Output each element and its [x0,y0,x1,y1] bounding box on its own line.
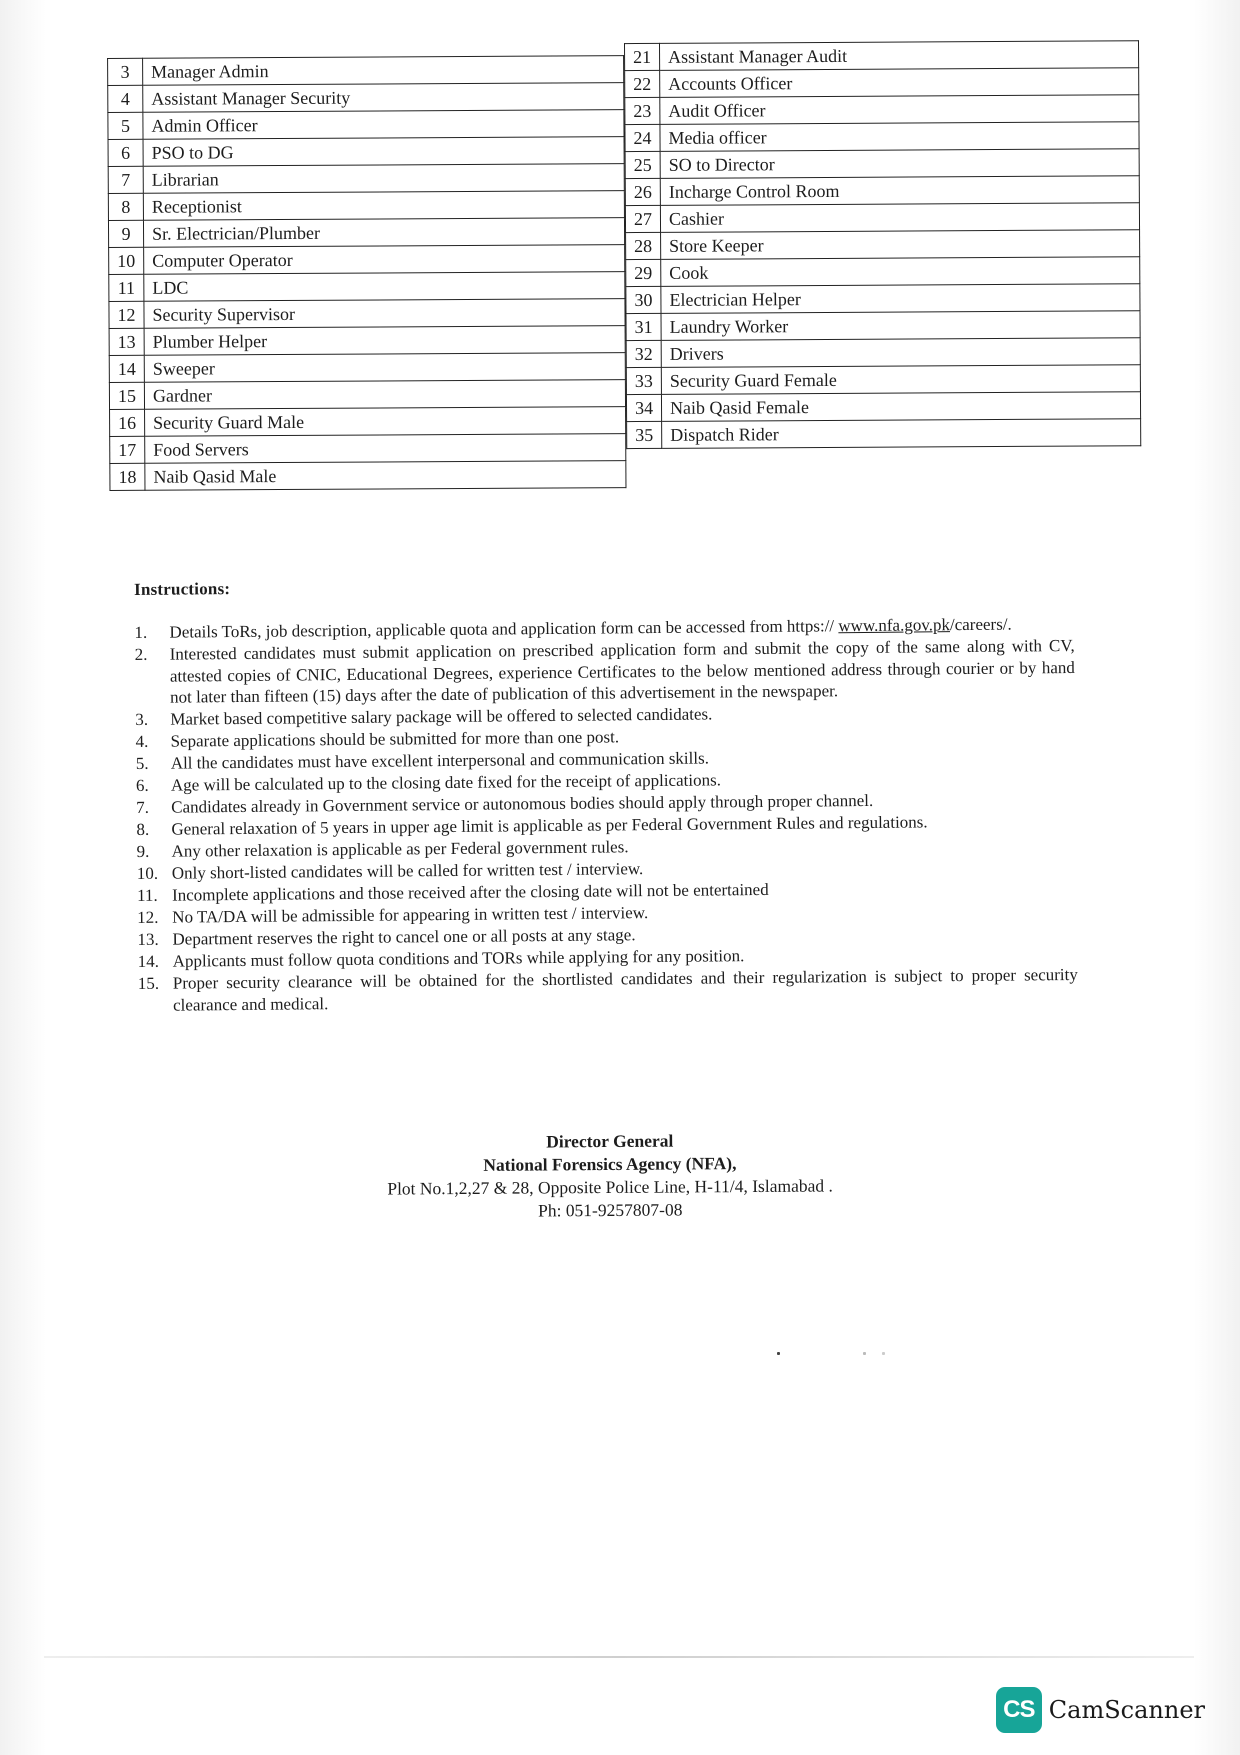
instruction-number: 3. [135,709,149,729]
post-title: Cashier [660,203,1139,233]
scan-speck [777,1352,780,1355]
post-number: 10 [109,247,144,274]
instruction-text: Separate applications should be submitted for more than one post. [170,727,620,751]
instruction-number: 7. [136,797,150,817]
instruction-text: Candidates already in Government service or autonomous bodies should apply through proper channel. [171,790,874,817]
instruction-text: General relaxation of 5 years in upper age limit is applicable as per Federal Government Rules and regulations. [171,812,928,839]
camscanner-logo-icon: CS [996,1687,1042,1733]
agency-phone: Ph: 051-9257807-08 [537,1199,683,1221]
table-row [108,164,624,194]
post-title: Computer Operator [144,245,625,275]
post-number: 15 [109,382,144,409]
post-title: Naib Qasid Male [145,461,626,491]
scan-speck [882,1352,885,1355]
careers-link[interactable]: www.nfa.gov.pk [838,615,951,636]
table-row [108,83,624,113]
post-number: 4 [108,85,143,112]
post-title: Incharge Control Room [660,176,1139,206]
post-title: Cook [661,257,1140,287]
post-number: 35 [627,421,662,448]
post-title: Store Keeper [661,230,1140,260]
post-title: Security Guard Female [661,365,1140,395]
post-number: 29 [626,259,661,286]
post-number: 17 [110,436,145,463]
instruction-text: Only short-listed candidates will be called for written test / interview. [171,859,644,883]
signatory-title: Director General [546,1130,674,1152]
instruction-item [138,964,1078,1016]
instruction-text: Applicants must follow quota conditions and TORs while applying for any position. [172,946,745,971]
table-row [110,407,626,437]
post-number: 16 [110,409,145,436]
instruction-text: Age will be calculated up to the closing date fixed for the receipt of applications. [170,770,721,795]
signature-block [330,1128,891,1224]
post-title: Media officer [660,122,1139,152]
instruction-number: 14. [137,951,160,971]
scan-edge-left [0,0,46,1755]
table-row [108,218,624,248]
table-row [626,284,1140,314]
instruction-number: 1. [134,622,148,642]
post-number: 14 [109,355,144,382]
post-title: Assistant Manager Audit [659,41,1138,71]
agency-name: National Forensics Agency (NFA), [483,1153,737,1175]
camscanner-text: CamScanner [1048,1696,1205,1724]
table-row [625,95,1139,125]
post-number: 21 [624,43,659,70]
post-number: 34 [626,394,661,421]
post-title: Assistant Manager Security [143,83,624,113]
post-number: 28 [626,232,661,259]
post-number: 31 [626,313,661,340]
table-row [108,191,624,221]
post-title: Gardner [144,380,625,410]
table-row [624,41,1138,71]
table-row [625,176,1139,206]
table-row [109,299,625,329]
post-number: 13 [109,328,144,355]
table-row [109,245,625,275]
post-title: Audit Officer [660,95,1139,125]
table-row [625,122,1139,152]
post-title: Electrician Helper [661,284,1140,314]
post-number: 25 [625,151,660,178]
post-title: Naib Qasid Female [661,392,1140,422]
instruction-text: Any other relaxation is applicable as per Federal government rules. [171,837,629,861]
post-number: 12 [109,301,144,328]
instruction-text: No TA/DA will be admissible for appearing in written test / interview. [172,903,649,927]
table-row [108,137,624,167]
post-number: 30 [626,286,661,313]
instruction-number: 9. [136,841,150,861]
instruction-number: 8. [136,819,150,839]
table-row [109,272,625,302]
instruction-text: Department reserves the right to cancel one or all posts at any stage. [172,925,636,949]
instruction-text: Incomplete applications and those received after the closing date will not be entertained [171,879,769,905]
table-row [626,311,1140,341]
post-number: 26 [625,178,660,205]
instruction-text: All the candidates must have excellent interpersonal and communication skills. [170,748,710,773]
table-row [626,338,1140,368]
scan-speck [863,1352,866,1355]
post-number: 22 [625,70,660,97]
table-row [625,68,1139,98]
post-title: Security Guard Male [145,407,626,437]
post-title: Admin Officer [143,110,624,140]
agency-address: Plot No.1,2,27 & 28, Opposite Police Line, H-11/4, Islamabad . [387,1175,833,1199]
table-row [109,326,625,356]
post-title: Dispatch Rider [662,419,1141,449]
instruction-text: Details ToRs, job description, applicable quota and application form can be accessed from https:// www.nfa.gov.pk/careers/. [169,614,1012,642]
post-number: 24 [625,124,660,151]
table-row [110,461,626,491]
post-title: Sweeper [144,353,625,383]
instruction-number: 4. [135,731,149,751]
table-row [110,434,626,464]
instruction-text: Interested candidates must submit application on prescribed application form and submit the copy of the same along with CV, attested copies of CNIC, Educational Degrees, experience Certificates to the below mentioned address through courier or by hand not later than fifteen (15) days after the date of publication of this advertisement in the newspaper. [169,635,1075,707]
table-row [625,149,1139,179]
post-title: Plumber Helper [144,326,625,356]
instruction-number: 6. [135,775,149,795]
post-number: 27 [625,205,660,232]
post-number: 8 [108,193,143,220]
instruction-number: 10. [136,863,159,883]
scan-edge-right [1194,0,1240,1755]
post-number: 18 [110,463,145,490]
post-number: 23 [625,97,660,124]
post-title: Receptionist [143,191,624,221]
table-row [626,365,1140,395]
post-title: LDC [144,272,625,302]
instruction-number: 12. [137,907,159,927]
table-row [626,257,1140,287]
post-title: Manager Admin [143,56,624,86]
scan-bottom-edge [44,1656,1194,1658]
instruction-number: 2. [134,644,148,664]
post-title: SO to Director [660,149,1139,179]
posts-table-right [624,40,1141,449]
post-title: Laundry Worker [661,311,1140,341]
instruction-number: 5. [135,753,149,773]
post-number: 11 [109,274,144,301]
post-title: Librarian [143,164,624,194]
post-title: Drivers [661,338,1140,368]
table-row [108,56,624,86]
post-title: PSO to DG [143,137,624,167]
table-row [108,110,624,140]
post-number: 33 [626,367,661,394]
post-number: 5 [108,112,143,139]
posts-table-left [107,55,626,491]
posts-table [107,40,1139,487]
instructions-list [134,613,1078,1016]
instruction-number: 11. [136,885,158,905]
instruction-number: 13. [137,929,159,949]
post-number: 32 [626,340,661,367]
instruction-number: 15. [137,973,160,993]
post-title: Security Supervisor [144,299,625,329]
instruction-item [135,635,1076,709]
post-number: 9 [108,220,143,247]
table-row [627,419,1141,449]
table-row [109,380,625,410]
instruction-text: Market based competitive salary package will be offered to selected candidates. [170,704,713,729]
post-title: Food Servers [145,434,626,464]
post-number: 6 [108,139,143,166]
post-title: Sr. Electrician/Plumber [143,218,624,248]
camscanner-watermark [996,1687,1205,1733]
table-row [625,203,1139,233]
table-row [626,230,1140,260]
post-number: 3 [108,58,143,85]
table-row [109,353,625,383]
post-title: Accounts Officer [660,68,1139,98]
instructions-heading: Instructions: [134,579,231,599]
instruction-text: Proper security clearance will be obtained for the shortlisted candidates and their regularization is subject to proper security clearance and medical. [172,964,1078,1015]
table-row [626,392,1140,422]
post-number: 7 [108,166,143,193]
instructions-section [134,571,1078,1017]
